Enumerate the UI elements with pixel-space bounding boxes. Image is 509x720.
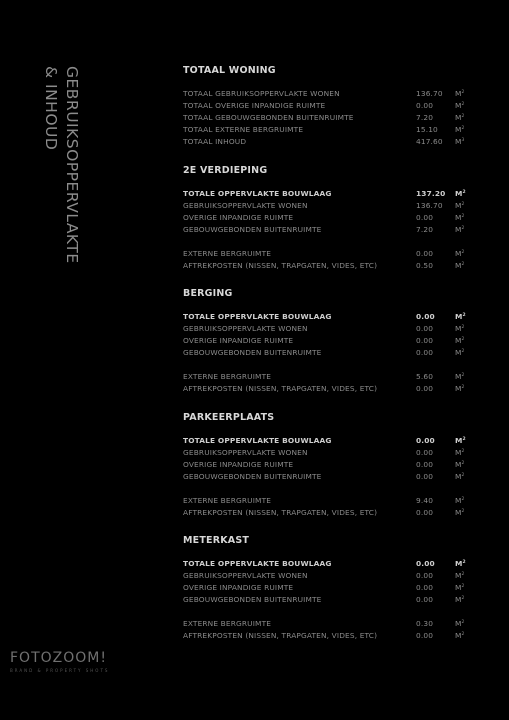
row-value: 7.20 [416,225,434,234]
unit-exponent: 2 [461,509,465,514]
row-value: 9.40 [416,496,434,505]
row-label: AFTREKPOSTEN (NISSEN, TRAPGATEN, VIDES, ETC) [183,384,378,393]
row-label: EXTERNE BERGRUIMTE [183,496,272,505]
row-value: 136.70 [416,89,443,98]
section-title: METERKAST [183,535,250,546]
unit-exponent: 2 [461,373,465,378]
table-row [183,594,483,606]
row-value: 5.60 [416,372,434,381]
unit-symbol: M [455,189,463,198]
unit-exponent: 2 [461,250,465,255]
table-row [183,260,483,272]
row-unit [455,471,465,483]
table-row [183,618,483,630]
row-label: AFTREKPOSTEN (NISSEN, TRAPGATEN, VIDES, ETC) [183,508,378,517]
row-unit [455,260,465,272]
total-row [183,435,483,447]
row-label: TOTALE OPPERVLAKTE BOUWLAAG [183,189,332,198]
row-label: OVERIGE INPANDIGE RUIMTE [183,460,294,469]
unit-exponent: 2 [461,349,465,354]
unit-symbol: M [455,619,462,628]
row-unit [455,124,465,136]
row-value: 417.60 [416,137,443,146]
unit-exponent: 2 [461,596,465,601]
row-label: TOTAAL GEBRUIKSOPPERVLAKTE WONEN [183,89,340,98]
row-label: GEBRUIKSOPPERVLAKTE WONEN [183,571,308,580]
unit-symbol: M [455,137,462,146]
row-value: 0.30 [416,619,434,628]
logo-tagline: BRAND & PROPERTY SHOTS [10,668,110,673]
unit-exponent: 2 [461,385,465,390]
unit-symbol: M [455,460,462,469]
table-row [183,371,483,383]
row-unit [455,495,465,507]
unit-symbol: M [455,348,462,357]
unit-symbol: M [455,508,462,517]
row-unit [455,383,465,395]
row-unit [455,188,466,200]
unit-symbol: M [455,101,462,110]
row-label: TOTAAL INHOUD [183,137,247,146]
row-value: 136.70 [416,201,443,210]
row-value: 0.00 [416,336,434,345]
table-row [183,507,483,519]
logo [10,650,109,673]
table-row [183,112,483,124]
row-unit [455,112,465,124]
table-row [183,200,483,212]
row-value: 0.00 [416,436,435,445]
table-row [183,347,483,359]
row-unit [455,311,466,323]
row-unit [455,618,465,630]
row-value: 0.00 [416,583,434,592]
row-unit [455,447,465,459]
table-row [183,582,483,594]
section [183,534,483,642]
table-row [183,224,483,236]
unit-symbol: M [455,89,462,98]
unit-exponent: 2 [462,313,466,318]
unit-exponent: 2 [461,337,465,342]
row-value: 0.00 [416,312,435,321]
row-label: GEBOUWGEBONDEN BUITENRUIMTE [183,595,322,604]
row-label: EXTERNE BERGRUIMTE [183,372,272,381]
table-row [183,136,483,148]
unit-exponent: 2 [461,473,465,478]
unit-symbol: M [455,261,462,270]
row-unit [455,435,466,447]
row-label: GEBOUWGEBONDEN BUITENRUIMTE [183,348,322,357]
unit-exponent: 3 [461,138,465,143]
row-label: EXTERNE BERGRUIMTE [183,249,272,258]
unit-symbol: M [455,125,462,134]
row-unit [455,594,465,606]
unit-exponent: 2 [462,560,466,565]
table-row [183,323,483,335]
unit-symbol: M [455,249,462,258]
row-value: 0.00 [416,508,434,517]
total-row [183,311,483,323]
row-label: TOTALE OPPERVLAKTE BOUWLAAG [183,312,332,321]
section-title: PARKEERPLAATS [183,412,275,423]
row-label: EXTERNE BERGRUIMTE [183,619,272,628]
row-unit [455,212,465,224]
row-label: TOTALE OPPERVLAKTE BOUWLAAG [183,559,332,568]
unit-symbol: M [455,496,462,505]
unit-exponent: 2 [462,190,466,195]
table-row [183,335,483,347]
unit-exponent: 2 [461,102,465,107]
unit-symbol: M [455,225,462,234]
row-value: 7.20 [416,113,434,122]
row-value: 0.00 [416,324,434,333]
table-row [183,88,483,100]
row-label: GEBRUIKSOPPERVLAKTE WONEN [183,324,308,333]
row-label: GEBOUWGEBONDEN BUITENRUIMTE [183,472,322,481]
row-unit [455,335,465,347]
table-row [183,124,483,136]
section [183,64,483,148]
page-title-line-2: & INHOUD [42,66,60,151]
section-title: BERGING [183,288,233,299]
unit-exponent: 2 [461,90,465,95]
unit-exponent: 2 [461,449,465,454]
row-unit [455,507,465,519]
row-label: GEBOUWGEBONDEN BUITENRUIMTE [183,225,322,234]
table-row [183,459,483,471]
unit-exponent: 2 [461,461,465,466]
row-label: GEBRUIKSOPPERVLAKTE WONEN [183,201,308,210]
row-value: 0.50 [416,261,434,270]
unit-exponent: 2 [461,262,465,267]
logo-text: FOTOZOOM! [10,650,107,666]
row-label: OVERIGE INPANDIGE RUIMTE [183,336,294,345]
row-label: TOTAAL GEBOUWGEBONDEN BUITENRUIMTE [183,113,354,122]
unit-exponent: 2 [461,632,465,637]
unit-symbol: M [455,583,462,592]
row-unit [455,224,465,236]
row-unit [455,323,465,335]
unit-symbol: M [455,113,462,122]
unit-symbol: M [455,436,463,445]
page-title [40,66,82,264]
row-label: TOTAAL EXTERNE BERGRUIMTE [183,125,304,134]
table-row [183,212,483,224]
total-row [183,188,483,200]
row-label: AFTREKPOSTEN (NISSEN, TRAPGATEN, VIDES, ETC) [183,631,378,640]
unit-symbol: M [455,336,462,345]
unit-exponent: 2 [461,325,465,330]
row-value: 0.00 [416,384,434,393]
unit-symbol: M [455,201,462,210]
section [183,164,483,272]
row-label: TOTAAL OVERIGE INPANDIGE RUIMTE [183,101,326,110]
row-value: 0.00 [416,595,434,604]
table-row [183,495,483,507]
row-unit [455,570,465,582]
row-unit [455,100,465,112]
row-label: GEBRUIKSOPPERVLAKTE WONEN [183,448,308,457]
row-label: OVERIGE INPANDIGE RUIMTE [183,583,294,592]
total-row [183,558,483,570]
unit-exponent: 2 [461,584,465,589]
row-value: 137.20 [416,189,446,198]
unit-exponent: 2 [461,497,465,502]
table-row [183,383,483,395]
row-value: 0.00 [416,559,435,568]
row-value: 0.00 [416,571,434,580]
row-value: 15.10 [416,125,438,134]
unit-exponent: 2 [461,214,465,219]
unit-exponent: 2 [461,126,465,131]
row-unit [455,582,465,594]
row-value: 0.00 [416,460,434,469]
row-value: 0.00 [416,249,434,258]
unit-exponent: 2 [461,572,465,577]
section-title: TOTAAL WONING [183,65,276,76]
row-spacer [183,483,483,495]
row-unit [455,88,465,100]
table-row [183,447,483,459]
row-unit [455,200,465,212]
unit-symbol: M [455,571,462,580]
row-unit [455,558,466,570]
row-label: AFTREKPOSTEN (NISSEN, TRAPGATEN, VIDES, ETC) [183,261,378,270]
page-title-line-1: GEBRUIKSOPPERVLAKTE [63,66,81,264]
unit-symbol: M [455,631,462,640]
unit-symbol: M [455,559,463,568]
row-label: OVERIGE INPANDIGE RUIMTE [183,213,294,222]
section-title: 2E VERDIEPING [183,165,268,176]
unit-symbol: M [455,372,462,381]
row-spacer [183,236,483,248]
unit-exponent: 2 [462,437,466,442]
row-unit [455,347,465,359]
section [183,411,483,519]
row-unit [455,630,465,642]
table-row [183,248,483,260]
unit-symbol: M [455,312,463,321]
row-spacer [183,606,483,618]
unit-symbol: M [455,213,462,222]
row-value: 0.00 [416,101,434,110]
table-row [183,100,483,112]
unit-exponent: 2 [461,226,465,231]
unit-exponent: 2 [461,620,465,625]
unit-symbol: M [455,472,462,481]
table-row [183,471,483,483]
row-unit [455,136,465,148]
row-value: 0.00 [416,631,434,640]
section [183,287,483,395]
row-unit [455,248,465,260]
table-row [183,630,483,642]
row-value: 0.00 [416,448,434,457]
unit-symbol: M [455,595,462,604]
table-row [183,570,483,582]
row-unit [455,459,465,471]
row-value: 0.00 [416,472,434,481]
row-value: 0.00 [416,348,434,357]
unit-exponent: 2 [461,114,465,119]
row-value: 0.00 [416,213,434,222]
row-spacer [183,359,483,371]
unit-symbol: M [455,448,462,457]
row-unit [455,371,465,383]
unit-exponent: 2 [461,202,465,207]
row-label: TOTALE OPPERVLAKTE BOUWLAAG [183,436,332,445]
unit-symbol: M [455,384,462,393]
unit-symbol: M [455,324,462,333]
